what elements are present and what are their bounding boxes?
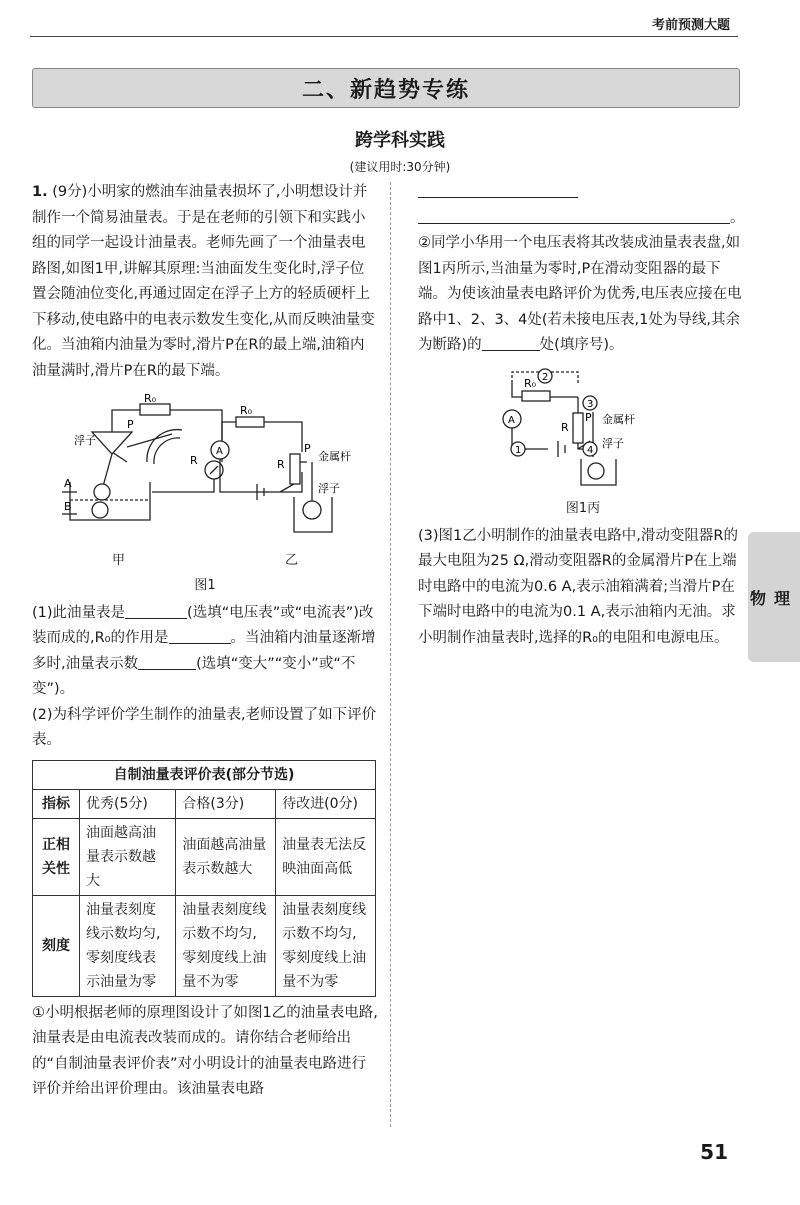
circuit-diagram-fig1 <box>32 392 378 542</box>
label-r0-b: R₀ <box>240 404 253 417</box>
column-divider <box>390 182 391 1127</box>
part-3: (3)图1乙小明制作的油量表电路中,滑动变阻器R的最大电阻为25 Ω,滑动变阻器R的金属滑片P在上端时电路中的电流为0.6 A,表示油箱满着;当滑片P在下端时电路中的电流为0.1 A,表示油箱内无油。求小明制作油量表时,选择的R₀的电阻和电源电压。 <box>418 527 738 646</box>
label-ammeter-c: A <box>508 414 515 426</box>
label-p-b: P <box>304 442 311 455</box>
label-a: A <box>64 477 72 490</box>
table-cell: 油面越高油量表示数越大 <box>80 818 176 895</box>
figure-1c <box>418 367 748 522</box>
label-p-a: P <box>127 418 134 431</box>
label-n4: 4 <box>587 444 594 456</box>
table-header: 合格(3分) <box>176 789 276 818</box>
label-n2: 2 <box>542 371 549 383</box>
label-p-c: P <box>585 410 592 424</box>
fig1-label-a: 甲 <box>111 552 125 568</box>
label-r-b: R <box>277 458 285 471</box>
table-row <box>33 818 376 895</box>
table-cell: 油量表无法反映油面高低 <box>276 818 376 895</box>
part-2: (2)为科学评价学生制作的油量表,老师设置了如下评价表。 <box>32 706 377 748</box>
fig1-caption: 图1 <box>194 578 216 593</box>
label-float-c: 浮子 <box>602 436 624 450</box>
table-cell: 油量表刻度线示数均匀,零刻度线表示油量为零 <box>80 895 176 996</box>
answer-blank-6[interactable] <box>482 334 540 351</box>
time-hint: (建议用时:30分钟) <box>349 160 451 174</box>
label-rod-c: 金属杆 <box>602 412 635 426</box>
table-cell: 刻度 <box>33 895 80 996</box>
header-rule <box>30 36 738 37</box>
evaluation-table <box>32 760 376 997</box>
answer-blank-4[interactable] <box>418 181 578 198</box>
table-header-row <box>33 789 376 818</box>
table-cell: 正相关性 <box>33 818 80 895</box>
label-rod-b: 金属杆 <box>318 450 351 463</box>
table-row <box>33 895 376 996</box>
label-r0-c: R₀ <box>524 376 537 390</box>
fig1-label-b: 乙 <box>284 552 298 568</box>
fig1c-caption: 图1丙 <box>565 501 601 516</box>
table-header: 优秀(5分) <box>80 789 176 818</box>
table-header: 指标 <box>33 789 80 818</box>
answer-blank-3[interactable] <box>138 653 196 670</box>
answer-blank-2[interactable] <box>169 627 231 644</box>
table-cell: 油量表刻度线示数不均匀,零刻度线上油量不为零 <box>276 895 376 996</box>
section-title: 跨学科实践 <box>355 130 445 151</box>
left-column <box>32 180 378 1103</box>
part-2-sub-1-answer-line: 。 <box>418 206 748 232</box>
circuit-diagram-fig1c <box>418 367 748 487</box>
label-r-c: R <box>561 420 569 434</box>
table-cell: 油量表刻度线示数不均匀,零刻度线上油量不为零 <box>176 895 276 996</box>
answer-blank-5[interactable] <box>418 207 730 224</box>
label-n1: 1 <box>515 444 522 456</box>
label-r-a: R <box>190 454 198 467</box>
part-2-sub-1: ①小明根据老师的原理图设计了如图1乙的油量表电路,油量表是由电流表改装而成的。请你结合老师给出的“自制油量表评价表”对小明设计的油量表电路进行评价并给出评价理由。该油量表电路 <box>32 1004 378 1097</box>
label-r0-a: R₀ <box>144 392 157 405</box>
page-number: 51 <box>700 1140 728 1164</box>
table-cell: 油面越高油量表示数越大 <box>176 818 276 895</box>
answer-blank-1[interactable] <box>125 602 187 619</box>
label-b: B <box>64 500 72 513</box>
table-header: 待改进(0分) <box>276 789 376 818</box>
label-float-a: 浮子 <box>74 434 96 447</box>
subject-side-tab: 物理 <box>748 532 800 662</box>
figure-1 <box>32 392 378 599</box>
right-column <box>418 180 748 651</box>
part-2-sub-2: ②同学小华用一个电压表将其改装成油量表表盘,如图1丙所示,当油量为零时,P在滑动变阻器的最下端。为使该油量表电路评价为优秀,电压表应接在电路中1、2、3、4处(若未接电压表,1处为导线,其余为断路)的 处(填序号)。 <box>418 235 742 353</box>
label-n3: 3 <box>587 398 594 410</box>
question-intro: 1. (9分)小明家的燃油车油量表损坏了,小明想设计并制作一个简易油量表。于是在老师的引领下和实践小组的同学一起设计油量表。老师先画了一个油量表电路图,如图1甲,讲解其原理:当油面发生变化时,浮子位置会随油位变化,再通过固定在浮子上方的轻质硬杆上下移动,使电路中的电表示数发生变化,从而反映油量变化。当油箱内油量为零时,滑片P在R的最上端,油箱内油量满时,滑片P在R的最下端。 <box>32 184 375 379</box>
question-number: 1. <box>32 184 48 200</box>
label-float-b: 浮子 <box>318 482 340 495</box>
header-section-label: 考前预测大题 <box>651 18 730 33</box>
section-banner: 二、新趋势专练 <box>32 68 740 108</box>
table-title: 自制油量表评价表(部分节选) <box>33 760 376 789</box>
part-2-sub-1-answer <box>418 180 748 206</box>
part-1: (1)此油量表是 (选填“电压表”或“电流表”)改装而成的,R₀的作用是 。当油箱内油量逐渐增多时,油量表示数 (选填“变大”“变小”或“不变”)。 <box>32 601 378 703</box>
label-ammeter-b: A <box>216 446 223 457</box>
